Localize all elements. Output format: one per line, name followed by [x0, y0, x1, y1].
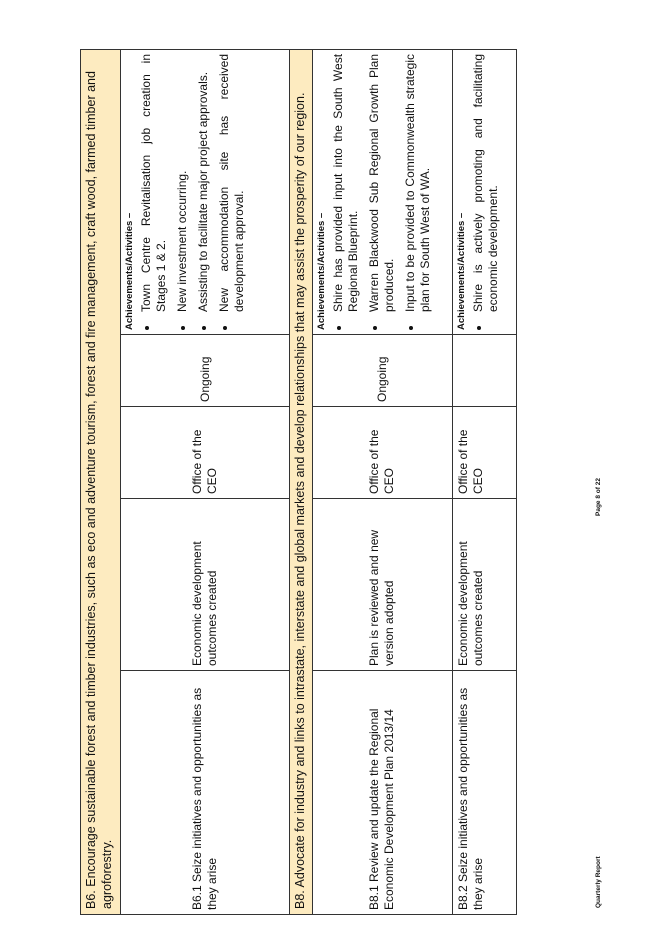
strategy-cell: B6.1 Seize initiatives and opportunities as they arise — [121, 671, 290, 915]
achievements-list — [139, 54, 247, 330]
outcome-cell: Economic development outcomes created — [121, 499, 290, 671]
achievements-title: Achievements/Activities – — [455, 212, 467, 330]
list-item: • Assisting to facilitate major project approvals. — [196, 54, 211, 316]
table-row — [312, 49, 452, 914]
responsibility-cell: Office of the CEO — [121, 407, 290, 499]
timeframe-cell — [452, 335, 516, 407]
achievements-list — [471, 54, 501, 330]
activities-table — [80, 49, 517, 915]
report-title: Quarterly Report — [595, 856, 602, 908]
achievements-list — [331, 54, 433, 330]
timeframe-cell: Ongoing — [312, 335, 452, 407]
achievements-cell — [121, 49, 290, 334]
table-row — [452, 49, 516, 914]
achievements-title: Achievements/Activities – — [124, 212, 135, 330]
list-item: • New investment occurring. — [175, 54, 190, 316]
responsibility-cell: Office of the CEO — [452, 407, 516, 499]
section-header-b6 — [81, 49, 121, 914]
list-item: • Town Centre Revitalisation job creation in Stages 1 & 2. — [139, 54, 169, 316]
outcome-cell: Economic development outcomes created — [452, 499, 516, 671]
responsibility-cell: Office of the CEO — [312, 407, 452, 499]
section-header-text: B8. Advocate for industry and links to intrastate, interstate and global markets and develop relationships that may assist the prosperity of our region. — [290, 49, 313, 914]
list-item: • Shire is actively promoting and facilitating economic development. — [471, 54, 501, 316]
achievements-title: Achievements/Activities – — [315, 212, 327, 330]
section-header-text: B6. Encourage sustainable forest and timber industries, such as eco and adventure tourism, forest and fire management, craft wood, farmed timber and agroforestry. — [81, 49, 121, 914]
list-item: • Warren Blackwood Sub Regional Growth Plan produced. — [367, 54, 397, 316]
table-row — [121, 49, 290, 914]
strategy-cell: B8.1 Review and update the Regional Economic Development Plan 2013/14 — [312, 671, 452, 915]
section-header-b8 — [290, 49, 313, 914]
timeframe-cell: Ongoing — [121, 335, 290, 407]
strategy-cell: B8.2 Seize initiatives and opportunities as they arise — [452, 671, 516, 915]
achievements-cell — [312, 49, 452, 334]
page-number: Page 8 of 22 — [595, 478, 602, 516]
outcome-cell: Plan is reviewed and new version adopted — [312, 499, 452, 671]
achievements-cell — [452, 49, 516, 334]
list-item: • New accommodation site has received development approval. — [217, 54, 247, 316]
list-item: • Input to be provided to Commonwealth strategic plan for South West of WA. — [403, 54, 433, 316]
list-item: • Shire has provided input into the South West Regional Blueprint. — [331, 54, 361, 316]
